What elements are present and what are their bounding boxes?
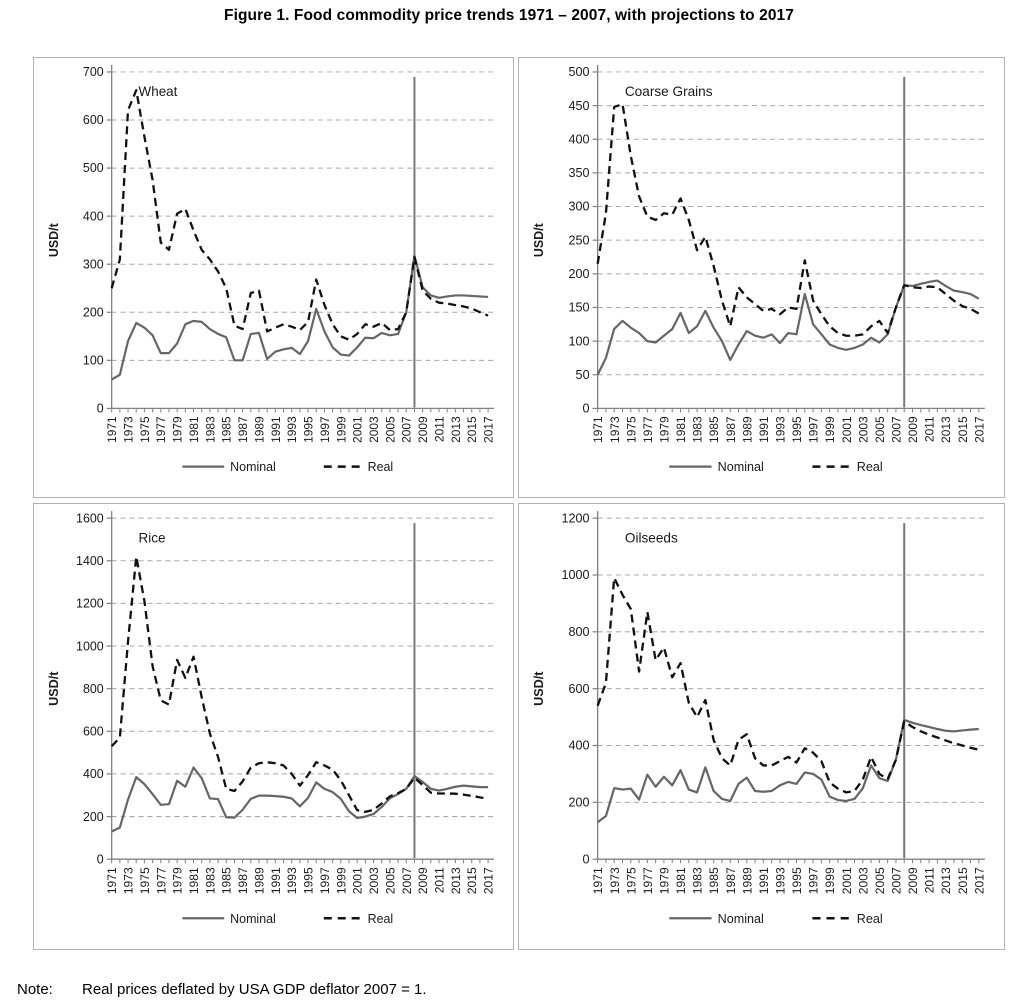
y-tick-label: 150 xyxy=(568,300,590,315)
y-axis-title: USD/t xyxy=(532,671,547,706)
x-tick-label: 1991 xyxy=(268,416,283,443)
x-tick-label: 1997 xyxy=(317,867,332,895)
x-tick-label: 1977 xyxy=(154,416,169,443)
y-tick-label: 200 xyxy=(82,305,104,320)
rice-chart xyxy=(34,504,513,949)
real-line xyxy=(598,578,979,793)
x-tick-label: 1975 xyxy=(624,416,639,443)
y-tick-label: 50 xyxy=(575,368,590,382)
x-tick-label: 2005 xyxy=(383,867,398,895)
x-tick-label: 1991 xyxy=(268,867,283,895)
legend-nominal-label: Nominal xyxy=(230,460,276,475)
x-tick-label: 1989 xyxy=(252,416,267,443)
oilseeds-chart xyxy=(519,504,1004,949)
x-tick-label: 1999 xyxy=(334,416,349,443)
x-tick-label: 1971 xyxy=(105,867,120,895)
y-tick-label: 100 xyxy=(568,334,590,349)
x-tick-label: 1981 xyxy=(187,867,201,895)
x-tick-label: 1973 xyxy=(607,416,622,443)
x-tick-label: 1991 xyxy=(756,867,771,895)
x-tick-label: 1973 xyxy=(121,867,136,895)
y-axis-title: USD/t xyxy=(46,671,61,706)
coarse-grains-panel xyxy=(518,57,1005,498)
x-tick-label: 1983 xyxy=(203,416,218,443)
y-tick-label: 350 xyxy=(568,166,590,181)
y-tick-label: 400 xyxy=(568,132,590,147)
note-label: Note: xyxy=(17,981,53,998)
y-tick-label: 0 xyxy=(96,401,104,416)
x-tick-label: 2011 xyxy=(432,867,447,894)
x-tick-label: 2001 xyxy=(350,416,365,443)
y-tick-label: 0 xyxy=(582,852,590,867)
nominal-line xyxy=(112,256,488,380)
x-tick-label: 2013 xyxy=(448,416,463,443)
x-tick-label: 1973 xyxy=(121,416,136,443)
y-tick-label: 1600 xyxy=(76,511,104,526)
x-tick-label: 1993 xyxy=(285,867,300,895)
oilseeds-panel xyxy=(518,503,1005,950)
x-tick-label: 1983 xyxy=(690,416,705,443)
x-tick-label: 2003 xyxy=(367,867,382,895)
chart-title: Coarse Grains xyxy=(624,83,713,99)
x-tick-label: 2011 xyxy=(922,867,937,894)
x-tick-label: 2015 xyxy=(955,416,970,443)
real-line xyxy=(112,90,488,340)
x-tick-label: 1981 xyxy=(186,416,201,443)
x-tick-label: 1995 xyxy=(790,867,805,895)
y-tick-label: 300 xyxy=(82,257,104,272)
legend-real-label: Real xyxy=(856,911,883,926)
x-tick-label: 1977 xyxy=(640,416,655,443)
chart-title: Rice xyxy=(138,530,166,546)
x-tick-label: 1997 xyxy=(806,867,821,895)
x-tick-label: 1971 xyxy=(105,416,120,443)
x-tick-label: 1989 xyxy=(740,416,755,443)
x-tick-label: 2017 xyxy=(972,867,987,895)
nominal-line xyxy=(598,720,979,822)
x-tick-label: 1983 xyxy=(203,867,218,895)
x-tick-label: 1999 xyxy=(823,867,838,895)
x-tick-label: 1985 xyxy=(707,867,722,895)
note-text: Real prices deflated by USA GDP deflator 2007 = 1. xyxy=(82,981,427,998)
x-tick-label: 1985 xyxy=(707,416,722,443)
wheat-chart xyxy=(34,58,513,497)
legend-real-label: Real xyxy=(856,460,883,475)
x-tick-label: 1981 xyxy=(674,867,689,895)
x-tick-label: 1987 xyxy=(723,867,738,895)
x-tick-label: 1979 xyxy=(170,867,185,895)
chart-title: Wheat xyxy=(138,83,178,99)
legend-real-label: Real xyxy=(367,911,394,926)
chart-title: Oilseeds xyxy=(624,530,678,546)
x-tick-label: 2003 xyxy=(856,416,871,443)
x-tick-label: 1971 xyxy=(591,867,606,895)
x-tick-label: 1999 xyxy=(823,416,838,443)
y-tick-label: 0 xyxy=(96,852,104,867)
y-tick-label: 400 xyxy=(568,738,590,753)
legend-nominal-label: Nominal xyxy=(717,911,764,926)
x-tick-label: 2015 xyxy=(465,416,480,443)
x-tick-label: 2001 xyxy=(839,867,854,895)
x-tick-label: 1995 xyxy=(789,416,805,443)
x-tick-label: 2013 xyxy=(939,867,954,895)
x-tick-label: 1993 xyxy=(285,416,300,443)
legend-real-label: Real xyxy=(367,460,394,475)
y-axis-title: USD/t xyxy=(532,223,547,258)
y-axis-title: USD/t xyxy=(46,223,61,258)
x-tick-label: 2013 xyxy=(448,867,463,895)
y-tick-label: 400 xyxy=(82,209,104,224)
x-tick-label: 2005 xyxy=(383,416,398,443)
x-tick-label: 1975 xyxy=(624,867,639,895)
x-tick-label: 1979 xyxy=(657,416,672,443)
y-tick-label: 800 xyxy=(568,625,590,640)
x-tick-label: 1993 xyxy=(773,867,788,895)
x-tick-label: 1999 xyxy=(334,867,349,895)
rice-panel xyxy=(33,503,514,950)
x-tick-label: 2001 xyxy=(839,416,854,443)
figure-title: Figure 1. Food commodity price trends 1971 – 2007, with projections to 2017 xyxy=(224,7,794,24)
x-tick-label: 1997 xyxy=(806,416,821,443)
x-tick-label: 1977 xyxy=(640,867,655,895)
y-tick-label: 500 xyxy=(568,65,590,80)
x-tick-label: 1975 xyxy=(137,867,152,895)
x-tick-label: 1997 xyxy=(317,416,332,443)
x-tick-label: 2011 xyxy=(432,416,447,443)
x-tick-label: 2007 xyxy=(399,416,414,443)
x-tick-label: 1973 xyxy=(607,867,622,895)
x-tick-label: 2009 xyxy=(416,867,431,895)
x-tick-label: 2001 xyxy=(350,867,365,895)
x-tick-label: 1995 xyxy=(301,867,316,895)
x-tick-label: 1987 xyxy=(723,416,738,443)
x-tick-label: 2011 xyxy=(922,416,937,443)
x-tick-label: 1993 xyxy=(773,416,788,443)
x-tick-label: 2017 xyxy=(481,416,496,443)
x-tick-label: 2007 xyxy=(889,416,904,443)
nominal-line xyxy=(598,281,979,375)
x-tick-label: 2017 xyxy=(972,416,987,443)
x-tick-label: 1989 xyxy=(252,867,267,895)
x-tick-label: 2005 xyxy=(872,867,887,895)
y-tick-label: 700 xyxy=(82,65,104,80)
y-tick-label: 500 xyxy=(82,161,104,176)
x-tick-label: 1987 xyxy=(236,867,251,895)
x-tick-label: 1995 xyxy=(301,416,316,443)
y-tick-label: 800 xyxy=(82,681,104,696)
x-tick-label: 1985 xyxy=(219,867,234,895)
legend-nominal-label: Nominal xyxy=(717,460,764,475)
coarse-grains-chart xyxy=(519,58,1004,497)
x-tick-label: 2017 xyxy=(481,867,496,895)
y-tick-label: 1200 xyxy=(76,596,104,611)
x-tick-label: 2003 xyxy=(856,867,871,895)
y-tick-label: 100 xyxy=(82,353,104,368)
y-tick-label: 450 xyxy=(568,98,590,113)
x-tick-label: 1977 xyxy=(154,867,169,895)
y-tick-label: 300 xyxy=(568,199,590,214)
x-tick-label: 1979 xyxy=(170,416,185,443)
y-tick-label: 1200 xyxy=(561,511,590,526)
x-tick-label: 1981 xyxy=(673,416,689,443)
x-tick-label: 2005 xyxy=(872,416,887,443)
y-tick-label: 200 xyxy=(82,809,104,824)
x-tick-label: 2007 xyxy=(399,867,414,895)
x-tick-label: 2009 xyxy=(905,416,921,443)
x-tick-label: 1985 xyxy=(219,416,234,443)
y-tick-label: 200 xyxy=(568,267,590,281)
legend-nominal-label: Nominal xyxy=(230,911,276,926)
y-tick-label: 250 xyxy=(568,233,590,248)
wheat-panel xyxy=(33,57,514,498)
x-tick-label: 2013 xyxy=(939,416,954,443)
x-tick-label: 1983 xyxy=(690,867,705,895)
y-tick-label: 1000 xyxy=(561,568,590,583)
nominal-line xyxy=(112,768,488,832)
x-tick-label: 1979 xyxy=(657,867,672,895)
x-tick-label: 2015 xyxy=(955,867,970,895)
y-tick-label: 1400 xyxy=(76,553,104,569)
y-tick-label: 0 xyxy=(582,401,590,416)
x-tick-label: 1989 xyxy=(740,867,755,895)
y-tick-label: 200 xyxy=(568,795,590,810)
y-tick-label: 1000 xyxy=(76,639,104,654)
x-tick-label: 2009 xyxy=(416,416,431,443)
x-tick-label: 2009 xyxy=(906,867,921,895)
x-tick-label: 2015 xyxy=(465,867,480,895)
y-tick-label: 400 xyxy=(82,767,104,782)
x-tick-label: 2007 xyxy=(889,867,904,895)
x-tick-label: 1987 xyxy=(236,416,251,443)
y-tick-label: 600 xyxy=(82,724,104,739)
x-tick-label: 1975 xyxy=(137,416,152,443)
x-tick-label: 2003 xyxy=(367,416,382,443)
y-tick-label: 600 xyxy=(568,681,590,696)
x-tick-label: 1991 xyxy=(756,416,771,443)
y-tick-label: 600 xyxy=(82,113,104,128)
x-tick-label: 1971 xyxy=(591,416,606,443)
